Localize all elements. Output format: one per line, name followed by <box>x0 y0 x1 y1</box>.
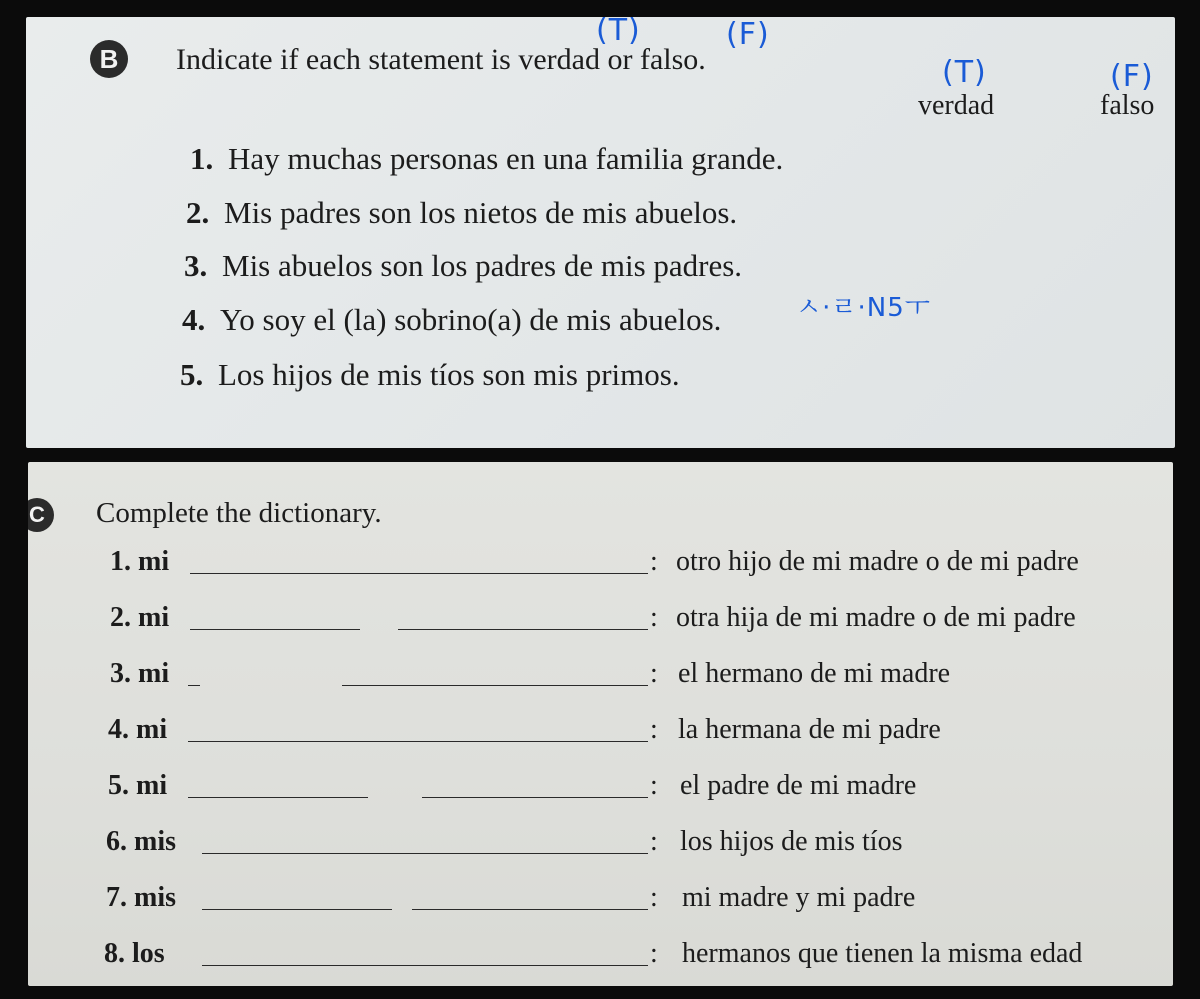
colon-separator: : <box>650 770 658 801</box>
dictionary-item-label <box>110 602 169 634</box>
answer-blank[interactable] <box>188 797 368 798</box>
item-prefix: mi <box>138 546 170 577</box>
item-prefix: mis <box>134 826 176 857</box>
item-number: 3. <box>110 658 131 689</box>
item-number: 7. <box>106 882 127 913</box>
statement-text: Hay muchas personas en una familia grande. <box>228 141 784 176</box>
dictionary-definition: otro hijo de mi madre o de mi padre <box>676 546 1079 577</box>
section-c-instruction: Complete the dictionary. <box>96 497 382 529</box>
colon-separator: : <box>650 602 658 633</box>
section-c-panel <box>28 462 1173 986</box>
section-b-panel <box>26 17 1175 448</box>
item-number: 1. <box>110 546 131 577</box>
column-header-verdad: verdad <box>918 90 995 121</box>
answer-blank[interactable] <box>190 629 360 630</box>
statement-number: 2. <box>186 195 210 230</box>
section-b-instruction: Indicate if each statement is verdad or falso. <box>176 43 706 76</box>
item-number: 8. <box>104 938 125 969</box>
dictionary-item-label <box>108 714 167 746</box>
statement-number: 1. <box>190 141 214 176</box>
statement-number: 4. <box>182 302 206 337</box>
item-prefix: mi <box>138 658 170 689</box>
dictionary-item-label <box>106 882 176 914</box>
dictionary-item-label <box>106 826 176 858</box>
answer-blank[interactable] <box>342 685 648 686</box>
statement-number: 5. <box>180 357 204 392</box>
colon-separator: : <box>650 714 658 745</box>
statement-number: 3. <box>184 248 208 283</box>
colon-separator: : <box>650 882 658 913</box>
statement-row <box>186 195 737 231</box>
column-header-falso: falso <box>1100 90 1155 121</box>
statement-row <box>190 141 783 177</box>
statement-row <box>180 357 680 393</box>
colon-separator: : <box>650 938 658 969</box>
statement-text: Yo soy el (la) sobrino(a) de mis abuelos. <box>220 302 722 337</box>
answer-blank[interactable] <box>422 797 648 798</box>
dictionary-definition: mi madre y mi padre <box>682 882 916 913</box>
answer-blank[interactable] <box>398 629 648 630</box>
item-prefix: mis <box>134 882 176 913</box>
handwritten-scribble: ㅅ·ㄹ·N5ㅜ <box>796 293 931 323</box>
dictionary-definition: hermanos que tienen la misma edad <box>682 938 1083 969</box>
dictionary-item-label <box>104 938 165 970</box>
statement-text: Los hijos de mis tíos son mis primos. <box>218 357 680 392</box>
handwritten-t-column-mark: (T) <box>942 55 987 90</box>
dictionary-definition: los hijos de mis tíos <box>680 826 903 857</box>
item-number: 4. <box>108 714 129 745</box>
item-prefix: mi <box>136 770 168 801</box>
item-prefix: mi <box>138 602 170 633</box>
answer-blank[interactable] <box>202 965 648 966</box>
answer-blank[interactable] <box>188 685 200 686</box>
statement-row <box>182 302 721 338</box>
dictionary-definition: otra hija de mi madre o de mi padre <box>676 602 1076 633</box>
dictionary-item-label <box>108 770 167 802</box>
answer-blank[interactable] <box>188 741 648 742</box>
dictionary-definition: el hermano de mi madre <box>678 658 951 689</box>
answer-blank[interactable] <box>202 909 392 910</box>
section-c-badge: C <box>28 498 54 532</box>
statement-row <box>184 248 742 284</box>
item-prefix: mi <box>136 714 168 745</box>
dictionary-definition: el padre de mi madre <box>680 770 917 801</box>
handwritten-t-mark: (T) <box>596 17 641 48</box>
item-number: 2. <box>110 602 131 633</box>
statement-text: Mis abuelos son los padres de mis padres. <box>222 248 743 283</box>
handwritten-f-column-mark: (F) <box>1110 59 1154 94</box>
dictionary-item-label <box>110 658 169 690</box>
answer-blank[interactable] <box>202 853 648 854</box>
dictionary-definition: la hermana de mi padre <box>678 714 941 745</box>
item-prefix: los <box>132 938 165 969</box>
section-b-badge: B <box>90 40 128 78</box>
statement-text: Mis padres son los nietos de mis abuelos. <box>224 195 738 230</box>
answer-blank[interactable] <box>412 909 648 910</box>
item-number: 6. <box>106 826 127 857</box>
dictionary-item-label <box>110 546 169 578</box>
colon-separator: : <box>650 546 658 577</box>
answer-blank[interactable] <box>190 573 648 574</box>
colon-separator: : <box>650 826 658 857</box>
handwritten-f-mark: (F) <box>726 17 770 52</box>
item-number: 5. <box>108 770 129 801</box>
colon-separator: : <box>650 658 658 689</box>
